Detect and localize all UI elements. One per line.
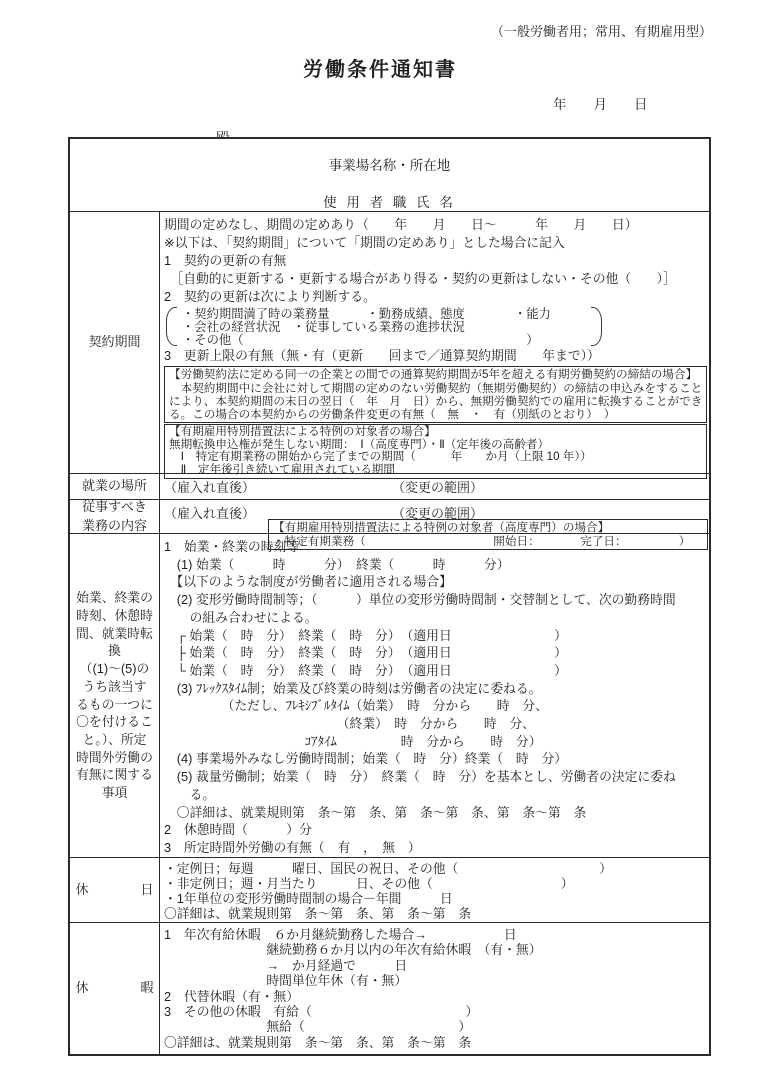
text-line: 時刻、休憩時 (76, 607, 153, 623)
text-line: ・非定例日；週・月当たり 日、その他（ ） (164, 876, 574, 891)
business-name-address-label: 事業場名称・所在地 (328, 158, 451, 173)
text-line: ※以下は、「契約期間」について「期間の定めあり」とした場合に記入 (164, 235, 565, 250)
text-line: ・特定有期業務（ 開始日： 完了日： ） (273, 534, 691, 548)
workplace-row (70, 473, 709, 499)
renewal-limit-text: 3 更新上限の有無（無・有（更新 回まで／通算契約期間 年まで）） (164, 348, 600, 364)
renewal-criteria-lines (182, 308, 584, 346)
mukitenkan-box (164, 366, 707, 423)
text-line: （終業） 時 分から 時 分、 (164, 716, 536, 732)
employer-header-row (70, 139, 709, 211)
text-line: 従事すべき (82, 499, 147, 515)
text-line: るもの一つに (76, 696, 153, 712)
holidays-label: 休 日 (70, 858, 160, 922)
text-line: 【有期雇用特別措置法による特例の対象者（高度専門）の場合】 (273, 521, 610, 534)
text-line: 時間単位年休（有・無） (164, 973, 408, 989)
working-hours-content (160, 534, 709, 857)
page-title: 労働条件通知書 (303, 59, 457, 81)
holidays-content (160, 858, 709, 922)
text-line: (5) 裁量労働制；始業（ 時 分） 終業（ 時 分）を基本とし、労働者の決定に委ね (164, 769, 676, 785)
text-line: うち該当す (82, 678, 147, 694)
text-line: 【労働契約法に定める同一の企業との間での通算契約期間が5年を超える有期労働契約の締結の場合】 (169, 368, 698, 382)
text-line: ［自動的に更新する・更新する場合があり得る・契約の更新はしない・その他（ ）］ (164, 271, 676, 286)
text-line: 事項 (101, 785, 128, 801)
text-line: ・1年単位の変形労働時間制の場合－年間 日 (164, 891, 453, 906)
duties-label (70, 500, 160, 533)
contract-period-row (70, 211, 709, 476)
text-line: 業務の内容 (81, 517, 147, 533)
text-line: （(1)～(5)の (79, 661, 150, 677)
text-line: 3 その他の休暇 有給（ ） (164, 1004, 479, 1020)
text-line: により、本契約期間の末日の翌日（ 年 月 日）から、無期労働契約での雇用に転換することができ (169, 394, 703, 408)
text-line: ・会社の経営状況 ・従事している業務の進捗状況 (182, 319, 465, 334)
workplace-scope: （変更の範囲） (392, 480, 484, 495)
text-line: 有無に関する (76, 767, 153, 783)
text-line: (2) 変形労働時間制等；（ ）単位の変形労働時間制・交替制として、次の勤務時間 (164, 592, 676, 608)
text-line: 期間の定めなし、期間の定めあり（ 年 月 日～ 年 月 日） (164, 217, 638, 232)
text-line: 本契約期間中に会社に対して期間の定めのない労働契約（無期労働契約）の締結の申込みをすること (169, 381, 703, 395)
text-line: る。 (164, 786, 216, 802)
text-line: 1 始業・終業の時刻等 (164, 539, 300, 554)
text-line: 換 (108, 643, 121, 659)
text-line: ・定例日；毎週 曜日、国民の祝日、その他（ ） (164, 861, 612, 876)
text-line: 〇詳細は、就業規則第 条～第 条、第 条～第 条 (164, 906, 472, 921)
text-line: 3 所定時間外労働の有無（ 有 ， 無 ） (164, 839, 421, 855)
text-line: ・契約期間満了時の業務量 ・勤務成績、態度 ・能力 (182, 307, 551, 321)
working-hours-label (70, 534, 160, 857)
text-line: 〇詳細は、就業規則第 条～第 条、第 条～第 条 (164, 1034, 472, 1050)
text-line: Ⅰ 特定有期業務の開始から完了までの期間（ 年 か月（上限 10 年）） (169, 450, 592, 464)
big-right-paren (591, 307, 602, 346)
contract-period-lines (164, 216, 708, 306)
tokurei-box (164, 424, 707, 478)
text-line: 1 契約の更新の有無 (164, 253, 287, 268)
text-line: 2 休憩時間（ ）分 (164, 822, 312, 838)
text-line: の組み合わせによる。 (164, 609, 318, 625)
text-line: 継続勤務６か月以内の年次有給休暇 （有・無） (164, 942, 542, 958)
text-line: 無期転換申込権が発生しない期間： Ⅰ（高度専門）・Ⅱ（定年後の高齢者） (169, 437, 550, 451)
renewal-criteria-block (166, 306, 602, 347)
text-line: (4) 事業場外みなし労働時間制；始業（ 時 分）終業（ 時 分） (164, 751, 568, 767)
leave-row (70, 922, 709, 1054)
labor-conditions-table (68, 137, 711, 1056)
big-left-paren (166, 307, 177, 346)
date-line: 年 月 日 (553, 97, 648, 112)
text-line: 2 代替休暇（有・無） (164, 988, 300, 1004)
text-line: ・その他（ ） (182, 332, 539, 347)
text-line: 【有期雇用特別措置法による特例の対象者の場合】 (169, 425, 436, 439)
working-hours-row (70, 533, 709, 857)
workplace-immediate: （雇入れ直後） (164, 480, 256, 495)
text-line: Ⅱ 定年後引き続いて雇用されている期間 (169, 462, 395, 476)
text-line: └ 始業（ 時 分） 終業（ 時 分） （適用日 ） (164, 662, 567, 678)
text-line: 1 年次有給休暇 ６か月継続勤務した場合→ 日 (164, 927, 517, 942)
form-type-note: （一般労働者用；常用、有期雇用型） (490, 24, 712, 39)
text-line: 【以下のような制度が労働者に適用される場合】 (164, 574, 452, 590)
workplace-label: 就業の場所 (70, 474, 160, 499)
text-line: (1) 始業（ 時 分） 終業（ 時 分） (164, 556, 510, 572)
text-line: 〇詳細は、就業規則第 条～第 条、第 条～第 条、第 条～第 条 (164, 804, 587, 820)
text-line: ｺｱﾀｲﾑ 時 分から 時 分） (164, 733, 542, 749)
text-line: 時間外労働の (76, 749, 153, 765)
leave-content (160, 923, 709, 1054)
text-line: 間、就業時転 (76, 625, 153, 641)
text-line: 始業、終業の (76, 590, 153, 606)
text-line: る。この場合の本契約からの労働条件変更の有無（ 無 ・ 有（別紙のとおり） ） (169, 408, 616, 421)
text-line: と。）、所定 (82, 731, 147, 747)
text-line: ├ 始業（ 時 分） 終業（ 時 分） （適用日 ） (164, 645, 567, 661)
text-line: → か月経過で 日 (164, 957, 408, 973)
text-line: 〇を付けるこ (76, 714, 153, 730)
contract-period-content (160, 212, 710, 476)
text-line: 無給（ ） (164, 1019, 472, 1035)
text-line: 2 契約の更新は次により判断する。 (164, 289, 376, 304)
text-line: （ただし、ﾌﾚｷｼﾌﾞﾙﾀｲﾑ（始業） 時 分から 時 分、 (164, 698, 548, 714)
renewal-limit-line (164, 347, 708, 365)
text-line: (3) ﾌﾚｯｸｽﾀｲﾑ制；始業及び終業の時刻は労働者の決定に委ねる。 (164, 680, 542, 696)
workplace-content (160, 474, 709, 499)
employer-name-label: 使 用 者 職 氏 名 (323, 195, 456, 210)
text-line: ┌ 始業（ 時 分） 終業（ 時 分） （適用日 ） (164, 627, 567, 643)
holidays-row (70, 857, 709, 922)
contract-period-label: 契約期間 (70, 212, 160, 473)
duties-immediate: （雇入れ直後） (164, 506, 256, 521)
leave-label: 休 暇 (70, 923, 160, 1054)
duties-scope: （変更の範囲） (392, 506, 484, 521)
